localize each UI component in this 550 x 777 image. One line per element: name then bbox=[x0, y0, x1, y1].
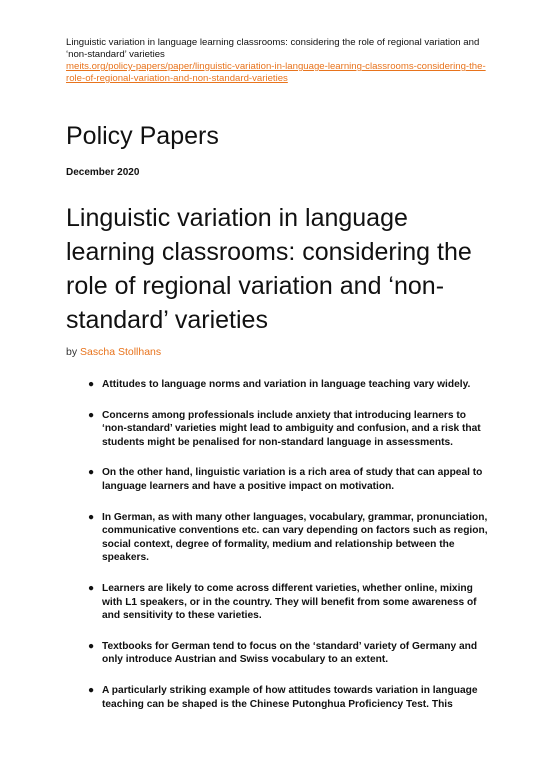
key-point-text: In German, as with many other languages, vocabulary, grammar, pronunciation, communicative conventions etc. can vary depending on factors such as region, social context, degree of formality, medium and relationship between the speakers. bbox=[102, 511, 488, 564]
bullet-icon: ● bbox=[88, 684, 95, 696]
header-source-link[interactable]: meits.org/policy-papers/paper/linguistic-variation-in-language-learning-classrooms-considering-the-role-of-regional-variation-and-non-standard-varieties bbox=[66, 61, 486, 84]
key-point-text: Attitudes to language norms and variation in language teaching vary widely. bbox=[102, 379, 471, 390]
byline-prefix: by bbox=[66, 346, 81, 358]
bullet-icon: ● bbox=[88, 467, 95, 479]
key-point bbox=[88, 378, 490, 392]
key-point bbox=[88, 511, 490, 565]
bullet-icon: ● bbox=[88, 582, 95, 594]
byline bbox=[66, 346, 161, 359]
key-points-list bbox=[88, 378, 490, 728]
bullet-icon: ● bbox=[88, 379, 95, 390]
key-point bbox=[88, 582, 490, 623]
paper-title: Linguistic variation in language learning classrooms: considering the role of regional variation and ‘non-standard’ varieties bbox=[66, 204, 472, 334]
key-point bbox=[88, 684, 490, 711]
publication-date: December 2020 bbox=[66, 167, 140, 178]
bullet-icon: ● bbox=[88, 409, 95, 421]
key-point-text: On the other hand, linguistic variation is a rich area of study that can appeal to language learners and have a positive impact on motivation. bbox=[102, 467, 483, 492]
key-point-text: Textbooks for German tend to focus on the ‘standard’ variety of Germany and only introduce Austrian and Swiss vocabulary to an extent. bbox=[102, 640, 478, 666]
key-point-text: Concerns among professionals include anxiety that introducing learners to ‘non-standard’ varieties might lead to ambiguity and confusion, and a risk that students might be penalised for non-standard language in assessments. bbox=[102, 409, 481, 448]
author-link[interactable]: Sascha Stollhans bbox=[80, 346, 162, 358]
section-title: Policy Papers bbox=[66, 122, 219, 150]
header-source-title: Linguistic variation in language learning classrooms: considering the role of regional variation and ‘non-standard’ varieties bbox=[66, 37, 480, 60]
key-point bbox=[88, 640, 490, 667]
bullet-icon: ● bbox=[88, 640, 95, 652]
bullet-icon: ● bbox=[88, 511, 95, 523]
key-point-text: Learners are likely to come across different varieties, whether online, mixing with L1 speakers, or in the country. They will benefit from some awareness of and sensitivity to these varieties. bbox=[102, 582, 477, 622]
key-point bbox=[88, 409, 490, 450]
key-point-text: A particularly striking example of how attitudes towards variation in language teaching can be shaped is the Chinese Putonghua Proficiency Test. This bbox=[102, 684, 478, 710]
key-point bbox=[88, 466, 490, 493]
